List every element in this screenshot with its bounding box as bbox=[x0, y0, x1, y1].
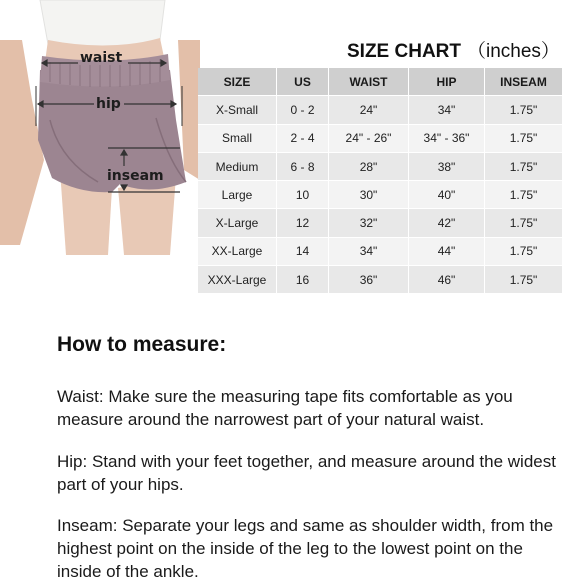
white-top-shape bbox=[40, 0, 165, 47]
cell-size: Small bbox=[198, 125, 276, 153]
cell-inseam: 1.75" bbox=[484, 96, 562, 124]
shorts-measurement-figure bbox=[0, 0, 200, 255]
cell-hip: 40" bbox=[408, 181, 484, 209]
size-chart-heading: SIZE CHART bbox=[347, 41, 461, 62]
inseam-instruction: Inseam: Separate your legs and same as shoulder width, from the highest point on the inside of the leg to the lowest point on the inside of the ankle. bbox=[57, 516, 554, 581]
cell-us: 16 bbox=[276, 266, 328, 294]
cell-size: X-Small bbox=[198, 96, 276, 124]
table-row bbox=[198, 125, 562, 153]
header-hip: HIP bbox=[408, 68, 484, 96]
cell-hip: 46" bbox=[408, 266, 484, 294]
table-row bbox=[198, 96, 562, 124]
cell-waist: 28" bbox=[328, 153, 408, 181]
left-arm-shape bbox=[0, 40, 44, 245]
cell-waist: 34" bbox=[328, 238, 408, 266]
table-row bbox=[198, 209, 562, 237]
cell-size: X-Large bbox=[198, 209, 276, 237]
cell-size: Large bbox=[198, 181, 276, 209]
cell-inseam: 1.75" bbox=[484, 209, 562, 237]
cell-waist: 32" bbox=[328, 209, 408, 237]
header-waist: WAIST bbox=[328, 68, 408, 96]
cell-inseam: 1.75" bbox=[484, 266, 562, 294]
cell-waist: 36" bbox=[328, 266, 408, 294]
cell-waist: 24" bbox=[328, 96, 408, 124]
cell-waist: 30" bbox=[328, 181, 408, 209]
cell-us: 14 bbox=[276, 238, 328, 266]
inseam-label: inseam bbox=[107, 168, 164, 184]
header-inseam: INSEAM bbox=[484, 68, 562, 96]
cell-inseam: 1.75" bbox=[484, 238, 562, 266]
cell-size: XX-Large bbox=[198, 238, 276, 266]
table-row bbox=[198, 153, 562, 181]
header-size: SIZE bbox=[198, 68, 276, 96]
cell-us: 10 bbox=[276, 181, 328, 209]
table-row bbox=[198, 238, 562, 266]
table-header-row bbox=[198, 68, 562, 96]
cell-us: 2 - 4 bbox=[276, 125, 328, 153]
cell-inseam: 1.75" bbox=[484, 153, 562, 181]
cell-hip: 34" - 36" bbox=[408, 125, 484, 153]
header-us: US bbox=[276, 68, 328, 96]
table-row bbox=[198, 181, 562, 209]
waist-label: waist bbox=[80, 50, 123, 66]
how-to-measure-title: How to measure: bbox=[57, 333, 227, 356]
size-chart-title bbox=[347, 36, 560, 63]
hip-instruction: Hip: Stand with your feet together, and measure around the widest part of your hips. bbox=[57, 452, 556, 494]
cell-hip: 34" bbox=[408, 96, 484, 124]
hip-label: hip bbox=[96, 96, 121, 112]
waist-instruction: Waist: Make sure the measuring tape fits comfortable as you measure around the narrowest part of your natural waist. bbox=[57, 387, 513, 429]
cell-us: 0 - 2 bbox=[276, 96, 328, 124]
table-row bbox=[198, 266, 562, 294]
cell-hip: 38" bbox=[408, 153, 484, 181]
size-chart-unit: （inches） bbox=[467, 41, 560, 62]
cell-hip: 44" bbox=[408, 238, 484, 266]
cell-waist: 24" - 26" bbox=[328, 125, 408, 153]
cell-inseam: 1.75" bbox=[484, 181, 562, 209]
cell-inseam: 1.75" bbox=[484, 125, 562, 153]
cell-us: 6 - 8 bbox=[276, 153, 328, 181]
cell-size: XXX-Large bbox=[198, 266, 276, 294]
shorts-illustration bbox=[0, 0, 200, 255]
cell-size: Medium bbox=[198, 153, 276, 181]
cell-us: 12 bbox=[276, 209, 328, 237]
size-chart-table bbox=[198, 68, 562, 294]
cell-hip: 42" bbox=[408, 209, 484, 237]
